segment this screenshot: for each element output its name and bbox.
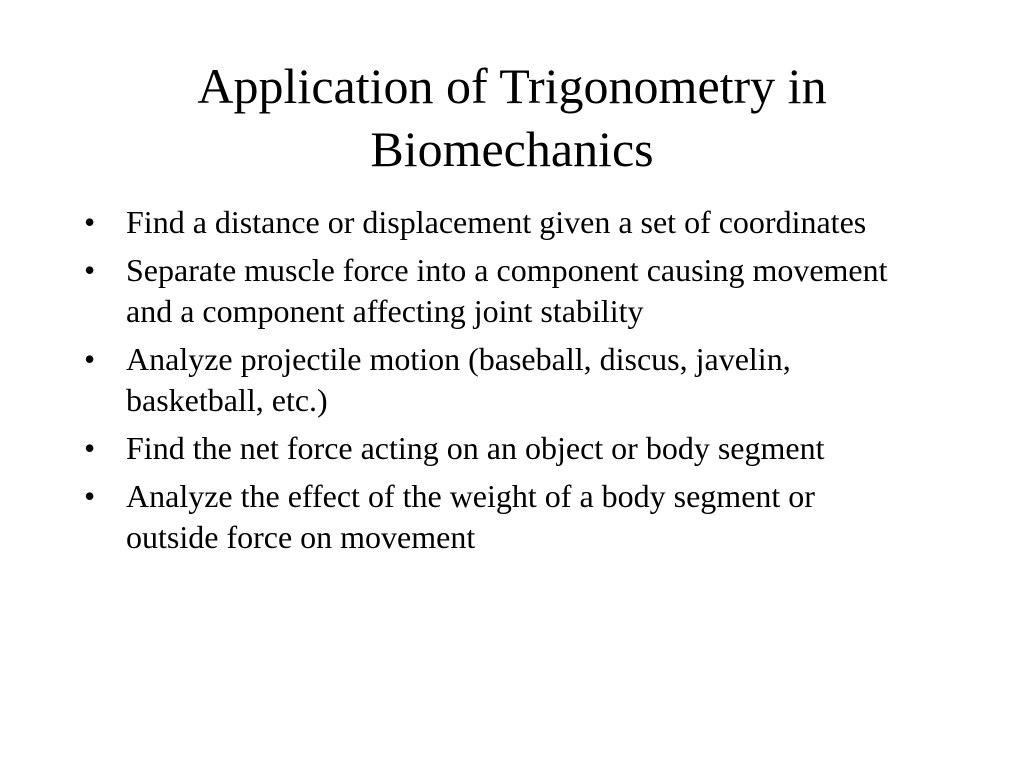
bullet-icon: • bbox=[84, 478, 96, 514]
bullet-text: Separate muscle force into a component causing movement and a component affecting joint stability bbox=[126, 252, 888, 329]
bullet-item bbox=[84, 339, 914, 421]
bullet-text: Analyze the effect of the weight of a body segment or outside force on movement bbox=[126, 478, 815, 555]
slide-title: Application of Trigonometry in Biomechanics bbox=[197, 58, 827, 177]
bullet-list bbox=[84, 202, 914, 565]
bullet-text: Find a distance or displacement given a set of coordinates bbox=[126, 204, 867, 240]
bullet-item bbox=[84, 202, 914, 243]
bullet-item bbox=[84, 250, 914, 332]
bullet-text: Find the net force acting on an object or body segment bbox=[126, 430, 825, 466]
bullet-icon: • bbox=[84, 252, 96, 288]
bullet-item bbox=[84, 476, 914, 558]
bullet-text: Analyze projectile motion (baseball, discus, javelin, basketball, etc.) bbox=[126, 341, 791, 418]
bullet-item bbox=[84, 428, 914, 469]
bullet-icon: • bbox=[84, 341, 96, 377]
bullet-icon: • bbox=[84, 204, 96, 240]
bullet-icon: • bbox=[84, 430, 96, 466]
